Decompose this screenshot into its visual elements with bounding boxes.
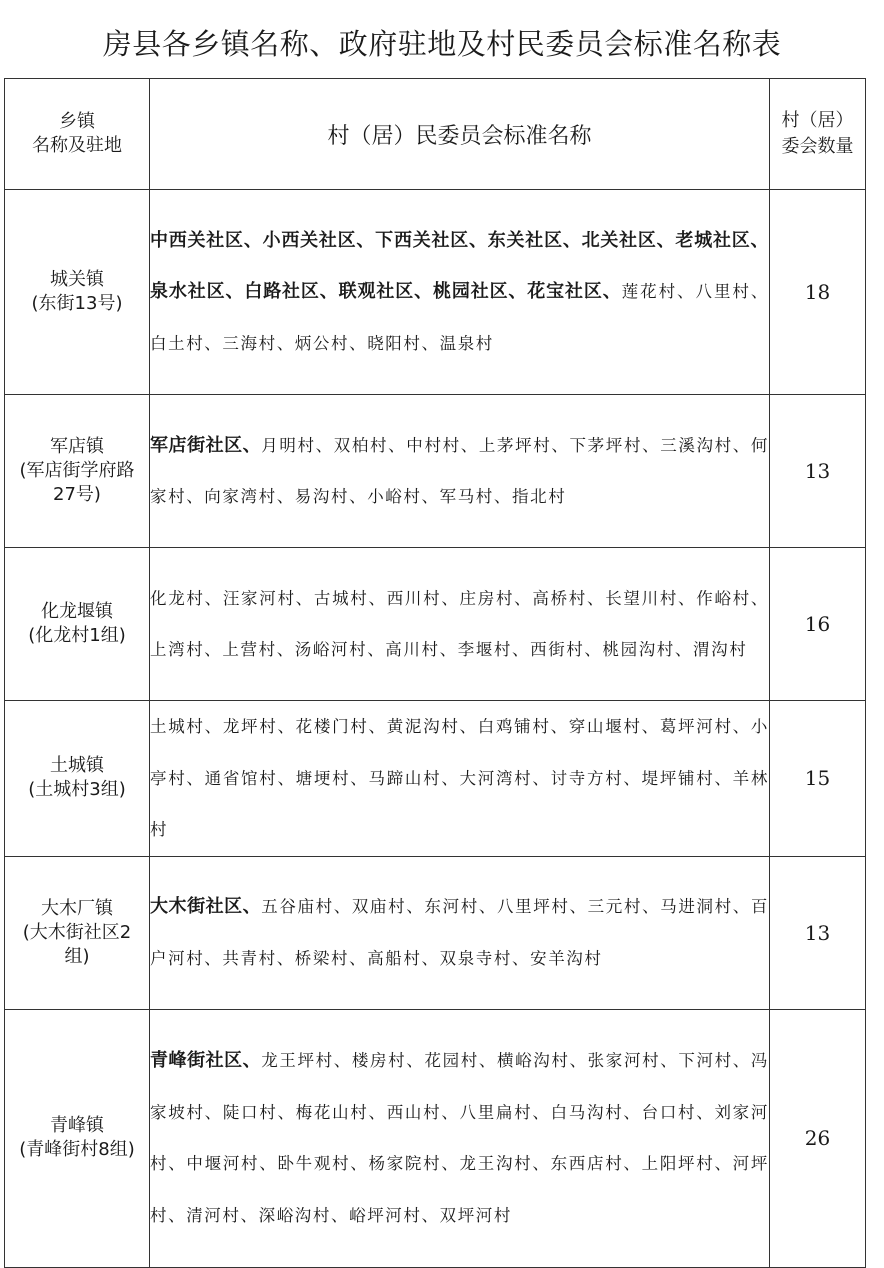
town-cell: [5, 1009, 150, 1267]
header-town: [5, 79, 150, 190]
table-header-row: [5, 79, 866, 190]
village-count: 15: [770, 701, 866, 857]
town-seat: (大木街社区2组): [22, 921, 132, 967]
header-names-label: 村（居）民委员会标准名称: [327, 123, 592, 149]
village-count: 26: [770, 1009, 866, 1267]
village-names: 土城村、龙坪村、花楼门村、黄泥沟村、白鸡铺村、穿山堰村、葛坪河村、小亭村、通省馆村、塘埂村、马蹄山村、大河湾村、讨寺方村、堤坪铺村、羊林村: [150, 717, 769, 839]
town-cell: [5, 190, 150, 395]
community-names: 中西关社区、小西关社区、下西关社区、东关社区、北关社区、老城社区、泉水社区、白路社区、联观社区、桃园社区、花宝社区、: [150, 229, 769, 303]
town-name: 城关镇: [50, 269, 104, 290]
names-cell: [150, 395, 770, 548]
header-names: [150, 79, 770, 190]
town-cell: [5, 856, 150, 1009]
town-name: 土城镇: [50, 755, 104, 777]
table-row: [5, 856, 866, 1009]
village-names: 化龙村、汪家河村、古城村、西川村、庄房村、高桥村、长望川村、作峪村、上湾村、上营村、汤峪河村、高川村、李堰村、西街村、桃园沟村、渭沟村: [150, 588, 769, 659]
town-cell: [5, 701, 150, 857]
header-count-line1: 村（居）: [781, 110, 854, 131]
village-count: 13: [770, 395, 866, 548]
table-row: [5, 395, 866, 548]
table-row: [5, 190, 866, 395]
town-name: 大木厂镇: [41, 897, 113, 919]
village-names: 五谷庙村、双庙村、东河村、八里坪村、三元村、马进洞村、百户河村、共青村、桥梁村、高船村、双泉寺村、安羊沟村: [150, 897, 769, 968]
table-row: [5, 548, 866, 701]
header-count-line2: 委会数量: [781, 136, 854, 157]
village-count: 13: [770, 856, 866, 1009]
town-seat: (东街13号): [31, 293, 123, 314]
names-cell: [150, 548, 770, 701]
header-count: [770, 79, 866, 190]
town-cell: [5, 395, 150, 548]
page-title: 房县各乡镇名称、政府驻地及村民委员会标准名称表: [102, 27, 782, 61]
community-names: 青峰街社区、: [150, 1050, 262, 1071]
table-row: [5, 701, 866, 857]
names-cell: [150, 1009, 770, 1267]
village-names: 莲花村、八里村、白土村、三海村、炳公村、晓阳村、温泉村: [150, 282, 769, 353]
town-name: 军店镇: [50, 436, 104, 457]
header-town-line1: 乡镇: [59, 111, 95, 132]
town-seat: (化龙村1组): [28, 625, 126, 646]
names-cell: [150, 856, 770, 1009]
town-name: 化龙堰镇: [41, 601, 113, 622]
town-name: 青峰镇: [50, 1115, 104, 1136]
table-row: [5, 1009, 866, 1267]
town-seat: (青峰街村8组): [19, 1139, 135, 1160]
community-names: 大木街社区、: [150, 896, 262, 917]
village-names: 龙王坪村、楼房村、花园村、横峪沟村、张家河村、下河村、冯家坡村、陡口村、梅花山村、西山村、八里扁村、白马沟村、台口村、刘家河村、中堰河村、卧牛观村、杨家院村、龙王沟村、东西店村、上阳坪村、河坪村、清河村、深峪沟村、峪坪河村、双坪河村: [150, 1051, 769, 1225]
names-cell: [150, 701, 770, 857]
town-seat: (军店街学府路27号): [19, 460, 135, 505]
village-count: 18: [770, 190, 866, 395]
town-cell: [5, 548, 150, 701]
community-names: 军店街社区、: [150, 434, 262, 456]
villages-table: [4, 78, 866, 1268]
header-town-line2: 名称及驻地: [32, 135, 122, 156]
village-count: 16: [770, 548, 866, 701]
village-names: 月明村、双柏村、中村村、上茅坪村、下茅坪村、三溪沟村、何家村、向家湾村、易沟村、小峪村、军马村、指北村: [150, 435, 769, 506]
town-seat: (土城村3组): [28, 779, 126, 801]
names-cell: [150, 190, 770, 395]
